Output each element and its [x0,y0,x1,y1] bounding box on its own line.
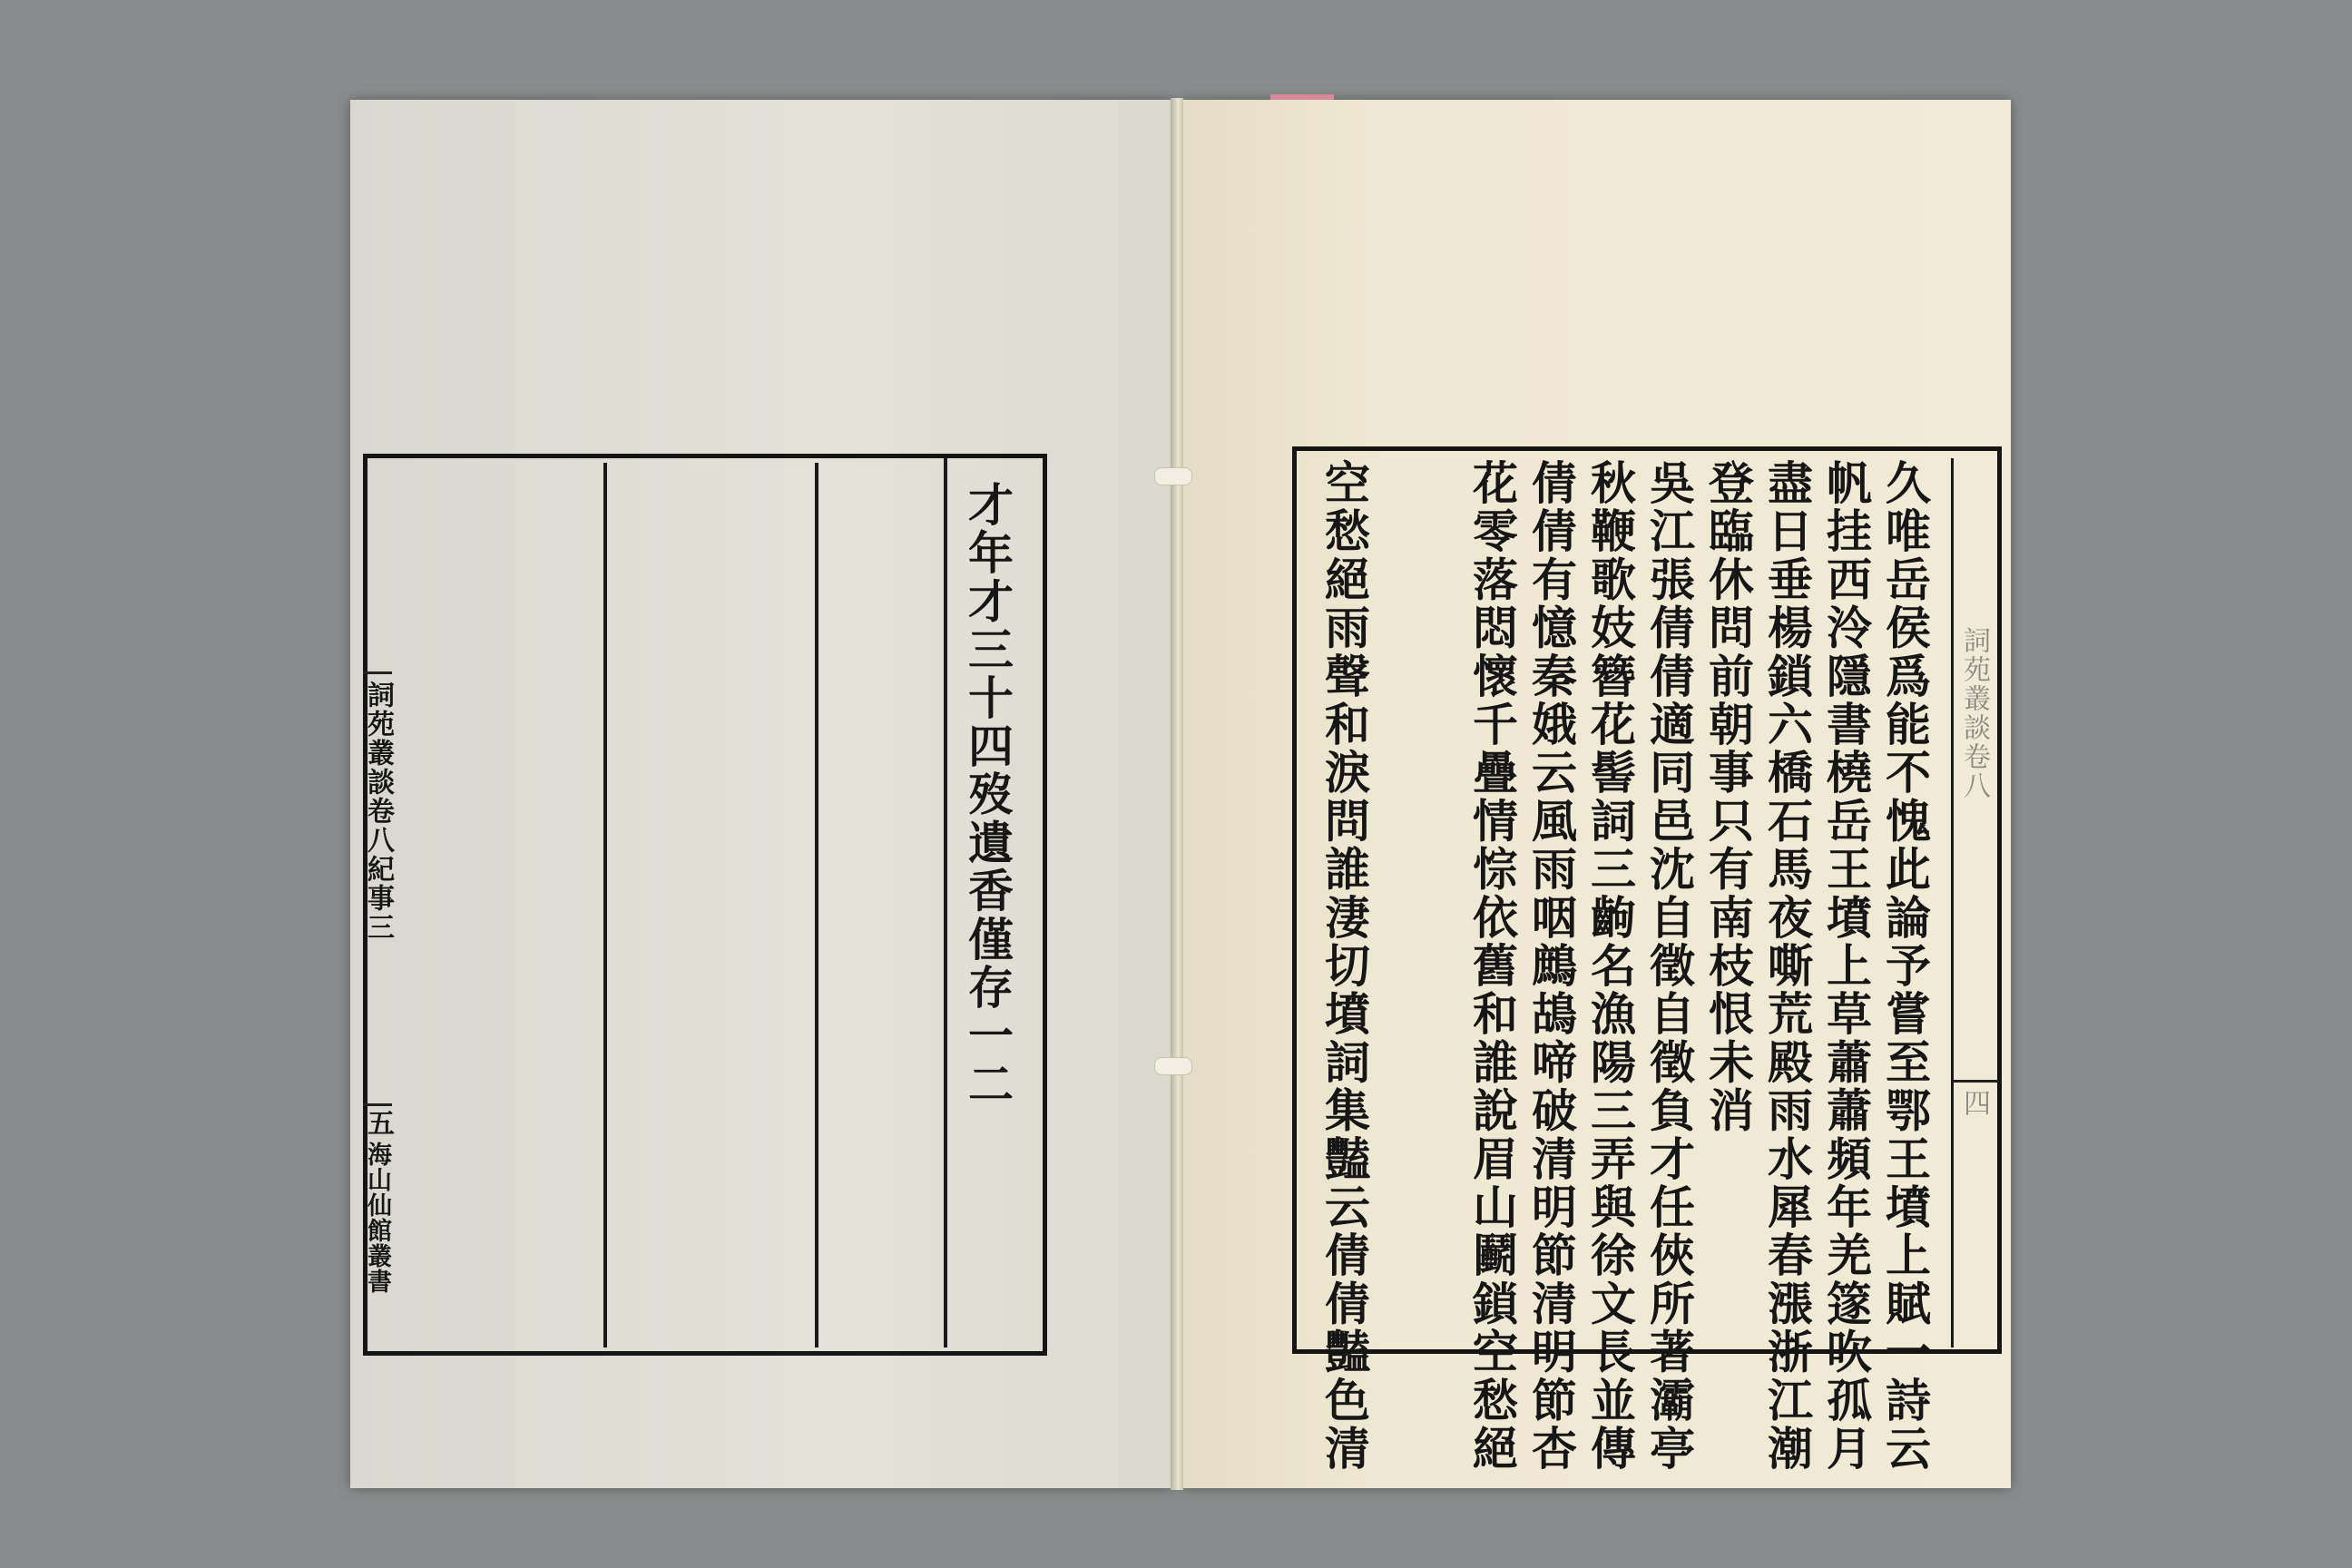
right-text-column-9: 空愁絕雨聲和淚問誰淒切墳詞集豔云倩倩豔色清 [1318,459,1371,1474]
right-banxin-rule-mid [1954,1080,1999,1083]
page-edge-mark [1270,94,1334,100]
binding-string-bottom [1154,1057,1192,1075]
right-text-column-1: 久唯岳侯爲能不愧此論予嘗至鄂王墳上賦一詩云 [1878,459,1932,1474]
left-banxin-rule-top [363,671,392,674]
right-banxin-rule [1951,458,1954,1348]
right-text-column-3: 盡日垂楊鎖六橋石馬夜嘶荒殿雨水犀春漲浙江潮 [1760,459,1814,1474]
left-ruling-3 [944,458,947,1348]
left-banxin-title: 詞苑叢談卷八紀事三 [362,681,394,942]
right-text-column-6: 秋鞭歌妓簪花髻詞三齣名漁陽三弄與徐文長並傳 [1583,459,1637,1474]
right-text-column-4: 登臨休問前朝事只有南枝恨未消 [1701,459,1755,1135]
right-text-column-8: 花零落悶懷千疊情悰依舊和誰說眉山鬬鎖空愁絕 [1465,459,1519,1474]
right-text-column-7: 倩倩有憶秦娥云風雨咽鷓鴣啼破清明節清明節杏 [1524,459,1578,1474]
left-ruling-1 [603,463,607,1348]
left-text-column: 才年才三十四歿遺香僅存一二 [961,481,1014,1109]
right-text-column-2: 帆挂西泠隱書橈岳王墳上草蕭蕭頻年羌篴吹孤月 [1819,459,1873,1474]
book-gutter [1171,98,1183,1490]
left-banxin-publisher: 海山仙館叢書 [363,1142,391,1294]
left-ruling-2 [815,463,818,1348]
right-banxin-title: 詞苑叢談卷八 [1958,626,1990,800]
right-banxin-page-number: 四 [1958,1089,1990,1118]
binding-string-top [1154,467,1192,485]
right-text-column-5: 吳江張倩倩適同邑沈自徵自徵負才任俠所著灞亭 [1642,459,1696,1474]
left-banxin-rule-mid [363,1103,392,1106]
left-banxin-page-number: 五 [362,1109,394,1138]
